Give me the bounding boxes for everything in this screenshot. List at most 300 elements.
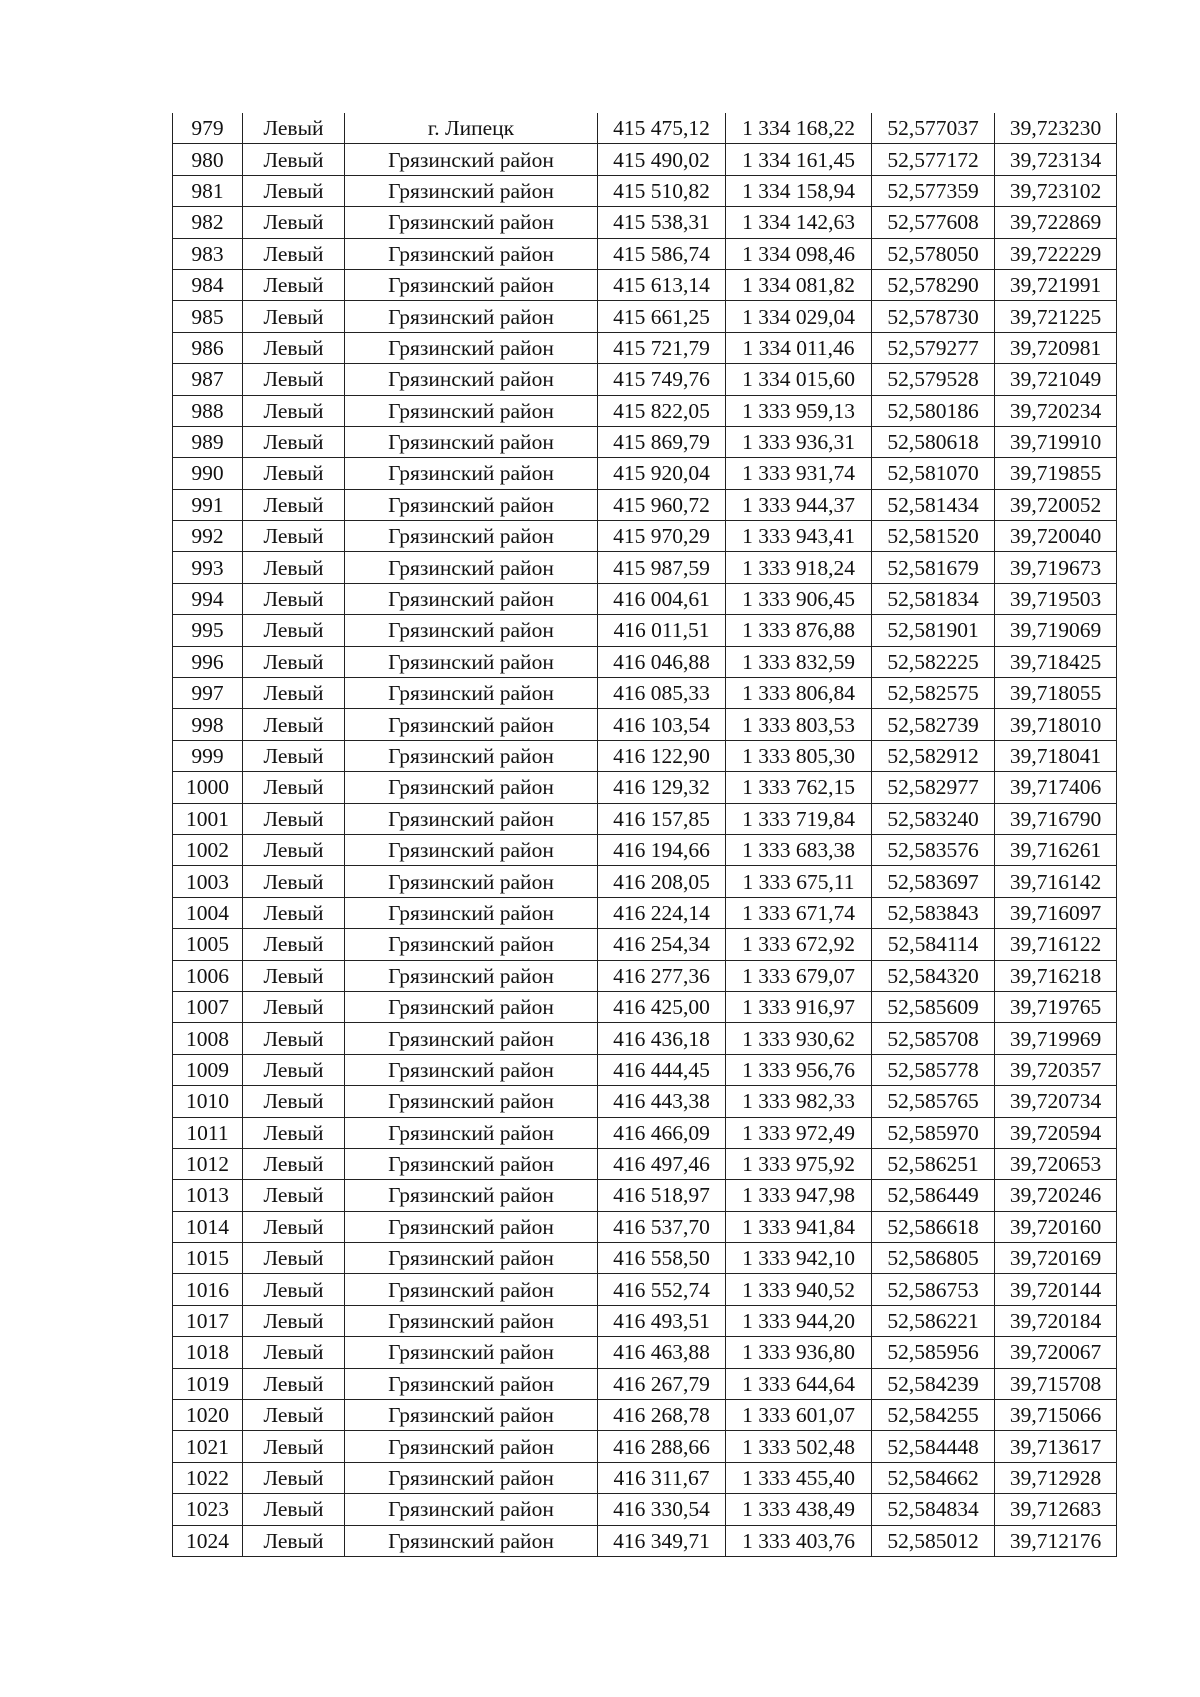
point-number-cell: 985 [173, 301, 243, 332]
side-cell: Левый [243, 269, 345, 300]
point-number-cell: 995 [173, 615, 243, 646]
longitude-cell: 39,719765 [995, 991, 1117, 1022]
x-coordinate-cell: 416 493,51 [598, 1305, 726, 1336]
district-cell: Грязинский район [345, 301, 598, 332]
latitude-cell: 52,578290 [872, 269, 995, 300]
longitude-cell: 39,722869 [995, 207, 1117, 238]
longitude-cell: 39,723230 [995, 113, 1117, 144]
table-row [173, 1117, 1117, 1148]
point-number-cell: 1012 [173, 1148, 243, 1179]
table-row [173, 615, 1117, 646]
district-cell: Грязинский район [345, 1243, 598, 1274]
point-number-cell: 1017 [173, 1305, 243, 1336]
side-cell: Левый [243, 1462, 345, 1493]
side-cell: Левый [243, 678, 345, 709]
latitude-cell: 52,583576 [872, 834, 995, 865]
x-coordinate-cell: 416 330,54 [598, 1494, 726, 1525]
latitude-cell: 52,584834 [872, 1494, 995, 1525]
y-coordinate-cell: 1 333 931,74 [726, 458, 872, 489]
table-row [173, 1180, 1117, 1211]
point-number-cell: 1002 [173, 834, 243, 865]
side-cell: Левый [243, 740, 345, 771]
table-row [173, 175, 1117, 206]
latitude-cell: 52,577608 [872, 207, 995, 238]
longitude-cell: 39,719673 [995, 552, 1117, 583]
side-cell: Левый [243, 1117, 345, 1148]
side-cell: Левый [243, 332, 345, 363]
x-coordinate-cell: 415 960,72 [598, 489, 726, 520]
longitude-cell: 39,718041 [995, 740, 1117, 771]
point-number-cell: 1021 [173, 1431, 243, 1462]
district-cell: Грязинский район [345, 1400, 598, 1431]
district-cell: Грязинский район [345, 521, 598, 552]
district-cell: Грязинский район [345, 489, 598, 520]
x-coordinate-cell: 416 463,88 [598, 1337, 726, 1368]
longitude-cell: 39,720246 [995, 1180, 1117, 1211]
side-cell: Левый [243, 395, 345, 426]
district-cell: Грязинский район [345, 1148, 598, 1179]
table-row [173, 395, 1117, 426]
x-coordinate-cell: 416 436,18 [598, 1023, 726, 1054]
side-cell: Левый [243, 207, 345, 238]
y-coordinate-cell: 1 333 876,88 [726, 615, 872, 646]
y-coordinate-cell: 1 333 943,41 [726, 521, 872, 552]
point-number-cell: 1004 [173, 897, 243, 928]
table-row [173, 646, 1117, 677]
side-cell: Левый [243, 834, 345, 865]
table-row [173, 1368, 1117, 1399]
x-coordinate-cell: 416 011,51 [598, 615, 726, 646]
district-cell: Грязинский район [345, 929, 598, 960]
table-row [173, 1148, 1117, 1179]
latitude-cell: 52,585765 [872, 1086, 995, 1117]
longitude-cell: 39,716097 [995, 897, 1117, 928]
x-coordinate-cell: 416 552,74 [598, 1274, 726, 1305]
y-coordinate-cell: 1 333 936,31 [726, 426, 872, 457]
latitude-cell: 52,581834 [872, 583, 995, 614]
district-cell: Грязинский район [345, 1086, 598, 1117]
side-cell: Левый [243, 1400, 345, 1431]
y-coordinate-cell: 1 333 805,30 [726, 740, 872, 771]
latitude-cell: 52,583697 [872, 866, 995, 897]
x-coordinate-cell: 416 129,32 [598, 772, 726, 803]
point-number-cell: 1019 [173, 1368, 243, 1399]
latitude-cell: 52,585778 [872, 1054, 995, 1085]
district-cell: Грязинский район [345, 552, 598, 583]
latitude-cell: 52,577359 [872, 175, 995, 206]
district-cell: Грязинский район [345, 395, 598, 426]
longitude-cell: 39,718055 [995, 678, 1117, 709]
point-number-cell: 981 [173, 175, 243, 206]
table-body [173, 113, 1117, 1556]
latitude-cell: 52,585956 [872, 1337, 995, 1368]
x-coordinate-cell: 416 497,46 [598, 1148, 726, 1179]
table-row [173, 1337, 1117, 1368]
longitude-cell: 39,720981 [995, 332, 1117, 363]
x-coordinate-cell: 415 987,59 [598, 552, 726, 583]
longitude-cell: 39,712928 [995, 1462, 1117, 1493]
longitude-cell: 39,723102 [995, 175, 1117, 206]
side-cell: Левый [243, 897, 345, 928]
y-coordinate-cell: 1 333 944,20 [726, 1305, 872, 1336]
point-number-cell: 990 [173, 458, 243, 489]
y-coordinate-cell: 1 334 011,46 [726, 332, 872, 363]
y-coordinate-cell: 1 334 158,94 [726, 175, 872, 206]
longitude-cell: 39,712683 [995, 1494, 1117, 1525]
y-coordinate-cell: 1 334 161,45 [726, 144, 872, 175]
table-row [173, 960, 1117, 991]
table-row [173, 1243, 1117, 1274]
side-cell: Левый [243, 1431, 345, 1462]
side-cell: Левый [243, 113, 345, 144]
y-coordinate-cell: 1 334 081,82 [726, 269, 872, 300]
point-number-cell: 1000 [173, 772, 243, 803]
x-coordinate-cell: 416 254,34 [598, 929, 726, 960]
side-cell: Левый [243, 521, 345, 552]
y-coordinate-cell: 1 333 940,52 [726, 1274, 872, 1305]
district-cell: Грязинский район [345, 458, 598, 489]
x-coordinate-cell: 415 661,25 [598, 301, 726, 332]
district-cell: Грязинский район [345, 1337, 598, 1368]
district-cell: Грязинский район [345, 740, 598, 771]
x-coordinate-cell: 416 288,66 [598, 1431, 726, 1462]
latitude-cell: 52,585970 [872, 1117, 995, 1148]
point-number-cell: 979 [173, 113, 243, 144]
side-cell: Левый [243, 426, 345, 457]
x-coordinate-cell: 416 157,85 [598, 803, 726, 834]
y-coordinate-cell: 1 333 683,38 [726, 834, 872, 865]
table-row [173, 1211, 1117, 1242]
point-number-cell: 999 [173, 740, 243, 771]
latitude-cell: 52,585012 [872, 1525, 995, 1556]
side-cell: Левый [243, 458, 345, 489]
y-coordinate-cell: 1 334 098,46 [726, 238, 872, 269]
x-coordinate-cell: 415 490,02 [598, 144, 726, 175]
longitude-cell: 39,716261 [995, 834, 1117, 865]
point-number-cell: 1003 [173, 866, 243, 897]
latitude-cell: 52,584255 [872, 1400, 995, 1431]
point-number-cell: 998 [173, 709, 243, 740]
district-cell: Грязинский район [345, 991, 598, 1022]
longitude-cell: 39,721225 [995, 301, 1117, 332]
table-row [173, 803, 1117, 834]
table-row [173, 489, 1117, 520]
longitude-cell: 39,712176 [995, 1525, 1117, 1556]
latitude-cell: 52,586753 [872, 1274, 995, 1305]
table-row [173, 991, 1117, 1022]
district-cell: Грязинский район [345, 1305, 598, 1336]
point-number-cell: 987 [173, 364, 243, 395]
x-coordinate-cell: 415 822,05 [598, 395, 726, 426]
point-number-cell: 1016 [173, 1274, 243, 1305]
side-cell: Левый [243, 301, 345, 332]
side-cell: Левый [243, 1211, 345, 1242]
y-coordinate-cell: 1 333 502,48 [726, 1431, 872, 1462]
latitude-cell: 52,583240 [872, 803, 995, 834]
latitude-cell: 52,580618 [872, 426, 995, 457]
point-number-cell: 1001 [173, 803, 243, 834]
x-coordinate-cell: 416 224,14 [598, 897, 726, 928]
side-cell: Левый [243, 1525, 345, 1556]
district-cell: Грязинский район [345, 364, 598, 395]
x-coordinate-cell: 415 475,12 [598, 113, 726, 144]
table-row [173, 1400, 1117, 1431]
latitude-cell: 52,585609 [872, 991, 995, 1022]
side-cell: Левый [243, 175, 345, 206]
latitude-cell: 52,581901 [872, 615, 995, 646]
latitude-cell: 52,581520 [872, 521, 995, 552]
point-number-cell: 1024 [173, 1525, 243, 1556]
table-row [173, 113, 1117, 144]
longitude-cell: 39,716122 [995, 929, 1117, 960]
district-cell: Грязинский район [345, 269, 598, 300]
district-cell: Грязинский район [345, 144, 598, 175]
y-coordinate-cell: 1 333 644,64 [726, 1368, 872, 1399]
longitude-cell: 39,719855 [995, 458, 1117, 489]
district-cell: Грязинский район [345, 1117, 598, 1148]
x-coordinate-cell: 415 538,31 [598, 207, 726, 238]
point-number-cell: 1009 [173, 1054, 243, 1085]
table-row [173, 678, 1117, 709]
latitude-cell: 52,582912 [872, 740, 995, 771]
y-coordinate-cell: 1 334 015,60 [726, 364, 872, 395]
longitude-cell: 39,720052 [995, 489, 1117, 520]
district-cell: Грязинский район [345, 332, 598, 363]
longitude-cell: 39,720234 [995, 395, 1117, 426]
longitude-cell: 39,723134 [995, 144, 1117, 175]
longitude-cell: 39,719069 [995, 615, 1117, 646]
y-coordinate-cell: 1 333 806,84 [726, 678, 872, 709]
y-coordinate-cell: 1 333 679,07 [726, 960, 872, 991]
point-number-cell: 1011 [173, 1117, 243, 1148]
latitude-cell: 52,584239 [872, 1368, 995, 1399]
table-row [173, 364, 1117, 395]
district-cell: Грязинский район [345, 1431, 598, 1462]
district-cell: Грязинский район [345, 238, 598, 269]
side-cell: Левый [243, 1086, 345, 1117]
y-coordinate-cell: 1 333 719,84 [726, 803, 872, 834]
district-cell: Грязинский район [345, 1462, 598, 1493]
district-cell: Грязинский район [345, 834, 598, 865]
district-cell: Грязинский район [345, 175, 598, 206]
point-number-cell: 1014 [173, 1211, 243, 1242]
side-cell: Левый [243, 615, 345, 646]
point-number-cell: 989 [173, 426, 243, 457]
table-row [173, 521, 1117, 552]
side-cell: Левый [243, 929, 345, 960]
longitude-cell: 39,718425 [995, 646, 1117, 677]
table-row [173, 929, 1117, 960]
x-coordinate-cell: 416 537,70 [598, 1211, 726, 1242]
district-cell: Грязинский район [345, 1368, 598, 1399]
y-coordinate-cell: 1 333 944,37 [726, 489, 872, 520]
side-cell: Левый [243, 772, 345, 803]
y-coordinate-cell: 1 334 142,63 [726, 207, 872, 238]
x-coordinate-cell: 415 586,74 [598, 238, 726, 269]
latitude-cell: 52,584114 [872, 929, 995, 960]
point-number-cell: 996 [173, 646, 243, 677]
district-cell: Грязинский район [345, 583, 598, 614]
district-cell: Грязинский район [345, 772, 598, 803]
y-coordinate-cell: 1 333 982,33 [726, 1086, 872, 1117]
longitude-cell: 39,720594 [995, 1117, 1117, 1148]
latitude-cell: 52,582739 [872, 709, 995, 740]
district-cell: Грязинский район [345, 1525, 598, 1556]
table-row [173, 552, 1117, 583]
latitude-cell: 52,584320 [872, 960, 995, 991]
longitude-cell: 39,720653 [995, 1148, 1117, 1179]
latitude-cell: 52,582225 [872, 646, 995, 677]
latitude-cell: 52,586449 [872, 1180, 995, 1211]
side-cell: Левый [243, 866, 345, 897]
table-row [173, 332, 1117, 363]
table-row [173, 458, 1117, 489]
district-cell: Грязинский район [345, 960, 598, 991]
y-coordinate-cell: 1 333 675,11 [726, 866, 872, 897]
district-cell: Грязинский район [345, 1211, 598, 1242]
side-cell: Левый [243, 364, 345, 395]
x-coordinate-cell: 416 425,00 [598, 991, 726, 1022]
side-cell: Левый [243, 1023, 345, 1054]
district-cell: Грязинский район [345, 1274, 598, 1305]
table-row [173, 772, 1117, 803]
table-row [173, 426, 1117, 457]
district-cell: Грязинский район [345, 1180, 598, 1211]
point-number-cell: 1020 [173, 1400, 243, 1431]
y-coordinate-cell: 1 333 947,98 [726, 1180, 872, 1211]
point-number-cell: 983 [173, 238, 243, 269]
side-cell: Левый [243, 991, 345, 1022]
longitude-cell: 39,722229 [995, 238, 1117, 269]
x-coordinate-cell: 415 970,29 [598, 521, 726, 552]
x-coordinate-cell: 415 869,79 [598, 426, 726, 457]
longitude-cell: 39,715708 [995, 1368, 1117, 1399]
y-coordinate-cell: 1 333 930,62 [726, 1023, 872, 1054]
point-number-cell: 1010 [173, 1086, 243, 1117]
district-cell: Грязинский район [345, 709, 598, 740]
longitude-cell: 39,720184 [995, 1305, 1117, 1336]
x-coordinate-cell: 416 268,78 [598, 1400, 726, 1431]
latitude-cell: 52,583843 [872, 897, 995, 928]
coordinates-table [172, 113, 1117, 1557]
y-coordinate-cell: 1 333 956,76 [726, 1054, 872, 1085]
side-cell: Левый [243, 1305, 345, 1336]
x-coordinate-cell: 416 085,33 [598, 678, 726, 709]
table-row [173, 1086, 1117, 1117]
table-row [173, 866, 1117, 897]
longitude-cell: 39,716790 [995, 803, 1117, 834]
x-coordinate-cell: 416 267,79 [598, 1368, 726, 1399]
table-row [173, 1054, 1117, 1085]
latitude-cell: 52,582977 [872, 772, 995, 803]
x-coordinate-cell: 415 749,76 [598, 364, 726, 395]
y-coordinate-cell: 1 334 029,04 [726, 301, 872, 332]
y-coordinate-cell: 1 334 168,22 [726, 113, 872, 144]
side-cell: Левый [243, 1180, 345, 1211]
latitude-cell: 52,586251 [872, 1148, 995, 1179]
point-number-cell: 982 [173, 207, 243, 238]
y-coordinate-cell: 1 333 403,76 [726, 1525, 872, 1556]
point-number-cell: 997 [173, 678, 243, 709]
point-number-cell: 991 [173, 489, 243, 520]
table-row [173, 1023, 1117, 1054]
y-coordinate-cell: 1 333 975,92 [726, 1148, 872, 1179]
y-coordinate-cell: 1 333 942,10 [726, 1243, 872, 1274]
side-cell: Левый [243, 1054, 345, 1085]
x-coordinate-cell: 416 311,67 [598, 1462, 726, 1493]
table-row [173, 1274, 1117, 1305]
y-coordinate-cell: 1 333 601,07 [726, 1400, 872, 1431]
y-coordinate-cell: 1 333 438,49 [726, 1494, 872, 1525]
x-coordinate-cell: 416 349,71 [598, 1525, 726, 1556]
point-number-cell: 1018 [173, 1337, 243, 1368]
latitude-cell: 52,586221 [872, 1305, 995, 1336]
district-cell: Грязинский район [345, 1054, 598, 1085]
district-cell: Грязинский район [345, 615, 598, 646]
side-cell: Левый [243, 1243, 345, 1274]
district-cell: Грязинский район [345, 803, 598, 834]
y-coordinate-cell: 1 333 941,84 [726, 1211, 872, 1242]
longitude-cell: 39,719969 [995, 1023, 1117, 1054]
y-coordinate-cell: 1 333 762,15 [726, 772, 872, 803]
y-coordinate-cell: 1 333 455,40 [726, 1462, 872, 1493]
longitude-cell: 39,718010 [995, 709, 1117, 740]
side-cell: Левый [243, 489, 345, 520]
y-coordinate-cell: 1 333 832,59 [726, 646, 872, 677]
x-coordinate-cell: 416 103,54 [598, 709, 726, 740]
latitude-cell: 52,578730 [872, 301, 995, 332]
table-row [173, 583, 1117, 614]
x-coordinate-cell: 416 004,61 [598, 583, 726, 614]
side-cell: Левый [243, 1148, 345, 1179]
latitude-cell: 52,584662 [872, 1462, 995, 1493]
longitude-cell: 39,721049 [995, 364, 1117, 395]
point-number-cell: 986 [173, 332, 243, 363]
table-row [173, 269, 1117, 300]
longitude-cell: 39,720734 [995, 1086, 1117, 1117]
point-number-cell: 988 [173, 395, 243, 426]
point-number-cell: 984 [173, 269, 243, 300]
y-coordinate-cell: 1 333 918,24 [726, 552, 872, 583]
x-coordinate-cell: 415 920,04 [598, 458, 726, 489]
x-coordinate-cell: 415 613,14 [598, 269, 726, 300]
longitude-cell: 39,713617 [995, 1431, 1117, 1462]
point-number-cell: 1005 [173, 929, 243, 960]
point-number-cell: 1006 [173, 960, 243, 991]
district-cell: Грязинский район [345, 207, 598, 238]
side-cell: Левый [243, 144, 345, 175]
y-coordinate-cell: 1 333 916,97 [726, 991, 872, 1022]
latitude-cell: 52,578050 [872, 238, 995, 269]
side-cell: Левый [243, 1274, 345, 1305]
latitude-cell: 52,586805 [872, 1243, 995, 1274]
x-coordinate-cell: 416 443,38 [598, 1086, 726, 1117]
longitude-cell: 39,719910 [995, 426, 1117, 457]
side-cell: Левый [243, 1368, 345, 1399]
district-cell: Грязинский район [345, 646, 598, 677]
point-number-cell: 1007 [173, 991, 243, 1022]
y-coordinate-cell: 1 333 672,92 [726, 929, 872, 960]
longitude-cell: 39,720169 [995, 1243, 1117, 1274]
longitude-cell: 39,720040 [995, 521, 1117, 552]
side-cell: Левый [243, 583, 345, 614]
latitude-cell: 52,581679 [872, 552, 995, 583]
table-row [173, 1525, 1117, 1556]
longitude-cell: 39,716142 [995, 866, 1117, 897]
longitude-cell: 39,719503 [995, 583, 1117, 614]
y-coordinate-cell: 1 333 671,74 [726, 897, 872, 928]
table-row [173, 1462, 1117, 1493]
